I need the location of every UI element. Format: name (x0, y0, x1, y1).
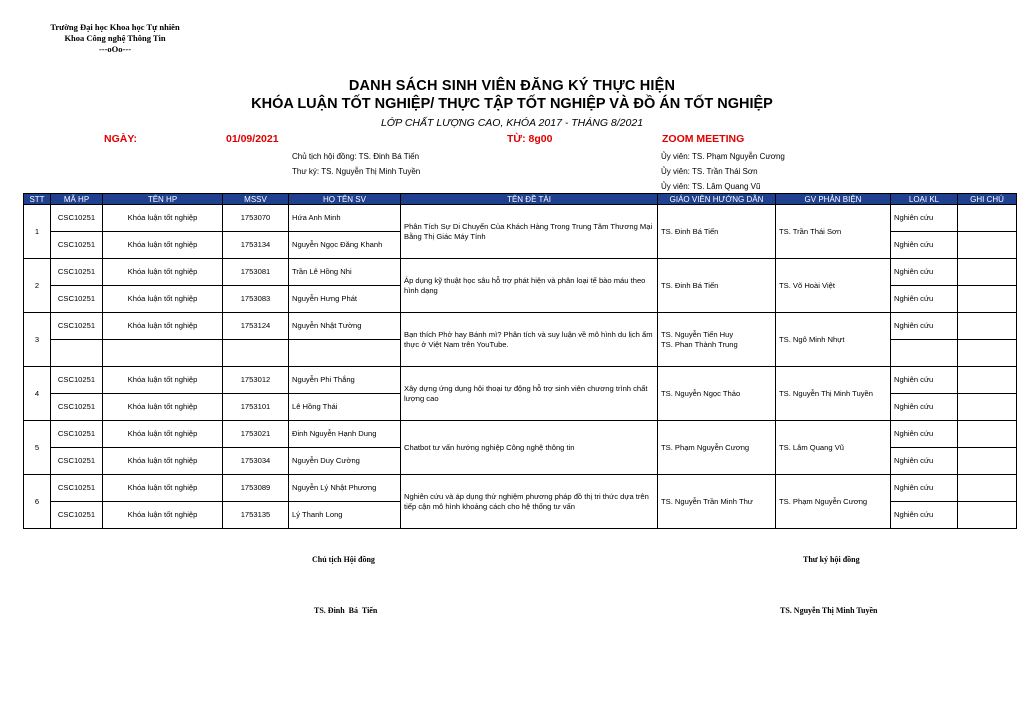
cell-stt: 5 (24, 421, 51, 475)
signature-chair-title: Chủ tịch Hội đồng (312, 555, 375, 564)
col-header-stt: STT (24, 194, 51, 205)
col-header-thesis-type: LOẠI KL (891, 194, 958, 205)
cell-advisor: TS. Đinh Bá Tiến (658, 259, 776, 313)
cell-stt: 2 (24, 259, 51, 313)
student-registration-table (23, 193, 1017, 529)
cell-thesis-type: Nghiên cứu (891, 394, 958, 421)
cell-course-name: Khóa luận tốt nghiệp (103, 259, 223, 286)
cell-course-code: CSC10251 (51, 421, 103, 448)
cell-course-name: Khóa luận tốt nghiệp (103, 394, 223, 421)
cell-course-code: CSC10251 (51, 394, 103, 421)
cell-student-id: 1753012 (223, 367, 289, 394)
cell-student-id: 1753081 (223, 259, 289, 286)
cell-thesis-type: Nghiên cứu (891, 205, 958, 232)
cell-student-id: 1753135 (223, 502, 289, 529)
faculty-name: Khoa Công nghệ Thông Tin (64, 33, 166, 43)
cell-reviewer: TS. Nguyễn Thị Minh Tuyền (776, 367, 891, 421)
table-row (24, 259, 1017, 286)
cell-topic: Chatbot tư vấn hướng nghiệp Công nghệ thông tin (401, 421, 658, 475)
date-value: 01/09/2021 (226, 133, 279, 145)
cell-note (958, 367, 1017, 394)
cell-student-name: Nguyễn Nhật Tường (289, 313, 401, 340)
cell-course-name: Khóa luận tốt nghiệp (103, 448, 223, 475)
cell-advisor: TS. Nguyễn Tiến Huy TS. Phan Thành Trung (658, 313, 776, 367)
cell-student-name: Lê Hồng Thái (289, 394, 401, 421)
cell-note (958, 286, 1017, 313)
document-subtitle: LỚP CHẤT LƯỢNG CAO, KHÓA 2017 - THÁNG 8/2021 (380, 117, 644, 129)
table-row (24, 313, 1017, 340)
cell-student-name: Nguyễn Hưng Phát (289, 286, 401, 313)
cell-student-name: Lý Thanh Long (289, 502, 401, 529)
signature-secretary-name: TS. Nguyễn Thị Minh Tuyền (780, 606, 878, 615)
header-separator: ---oOo--- (98, 44, 132, 54)
col-header-advisor: GIÁO VIÊN HƯỚNG DẪN (658, 194, 776, 205)
col-header-note: GHI CHÚ (958, 194, 1017, 205)
cell-student-id: 1753070 (223, 205, 289, 232)
signature-chair-name: TS. Đinh Bá Tiến (314, 606, 378, 615)
cell-student-name: Nguyễn Ngọc Đăng Khanh (289, 232, 401, 259)
cell-thesis-type: Nghiên cứu (891, 502, 958, 529)
cell-course-code: CSC10251 (51, 232, 103, 259)
document-title-line2: KHÓA LUẬN TỐT NGHIỆP/ THỰC TẬP TỐT NGHIỆP VÀ ĐỒ ÁN TỐT NGHIỆP (251, 96, 773, 112)
cell-student-id: 1753101 (223, 394, 289, 421)
cell-student-name: Nguyễn Duy Cường (289, 448, 401, 475)
cell-course-code: CSC10251 (51, 313, 103, 340)
cell-student-id: 1753034 (223, 448, 289, 475)
cell-thesis-type: Nghiên cứu (891, 259, 958, 286)
cell-note (958, 475, 1017, 502)
committee-member-3: Ủy viên: TS. Lâm Quang Vũ (661, 182, 761, 191)
table-row (24, 475, 1017, 502)
cell-topic: Xây dựng ứng dụng hội thoại tự động hỗ trợ sinh viên chương trình chất lượng cao (401, 367, 658, 421)
col-header-course-name: TÊN HP (103, 194, 223, 205)
cell-course-name: Khóa luận tốt nghiệp (103, 232, 223, 259)
cell-note (958, 421, 1017, 448)
cell-course-code: CSC10251 (51, 448, 103, 475)
cell-student-name: Nguyễn Phi Thắng (289, 367, 401, 394)
cell-stt: 3 (24, 313, 51, 367)
col-header-student-name: HỌ TÊN SV (289, 194, 401, 205)
cell-topic: Nghiên cứu và áp dụng thử nghiệm phương pháp đồ thị tri thức dựa trên tiếp cận mô hình khoảng cách cho hệ thống tư vấn (401, 475, 658, 529)
cell-student-id: 1753083 (223, 286, 289, 313)
cell-student-name: Đinh Nguyễn Hạnh Dung (289, 421, 401, 448)
cell-student-name: Trần Lê Hồng Nhi (289, 259, 401, 286)
cell-student-name: Nguyễn Lý Nhật Phương (289, 475, 401, 502)
cell-reviewer: TS. Phạm Nguyễn Cương (776, 475, 891, 529)
col-header-course-code: MÃ HP (51, 194, 103, 205)
cell-course-name: Khóa luận tốt nghiệp (103, 313, 223, 340)
signature-secretary-title: Thư ký hội đồng (803, 555, 860, 564)
cell-course-code: CSC10251 (51, 286, 103, 313)
cell-thesis-type: Nghiên cứu (891, 448, 958, 475)
cell-student-id: 1753021 (223, 421, 289, 448)
committee-secretary: Thư ký: TS. Nguyễn Thị Minh Tuyền (292, 167, 421, 176)
committee-chair: Chủ tịch hội đồng: TS. Đinh Bá Tiến (292, 152, 420, 161)
cell-student-id: 1753089 (223, 475, 289, 502)
university-name: Trường Đại học Khoa học Tự nhiên (50, 22, 180, 32)
cell-thesis-type: Nghiên cứu (891, 421, 958, 448)
table-row (24, 205, 1017, 232)
cell-note (958, 340, 1017, 367)
table-row (24, 367, 1017, 394)
col-header-topic: TÊN ĐỀ TÀI (401, 194, 658, 205)
cell-course-name: Khóa luận tốt nghiệp (103, 367, 223, 394)
cell-student-id: 1753134 (223, 232, 289, 259)
cell-note (958, 313, 1017, 340)
cell-course-name: Khóa luận tốt nghiệp (103, 502, 223, 529)
cell-thesis-type: Nghiên cứu (891, 286, 958, 313)
cell-topic: Áp dụng kỹ thuật học sâu hỗ trợ phát hiện và phân loại tế bào máu theo hình dạng (401, 259, 658, 313)
col-header-student-id: MSSV (223, 194, 289, 205)
date-label: NGÀY: (104, 133, 138, 145)
table-body (24, 205, 1017, 529)
committee-member-1: Ủy viên: TS. Phạm Nguyễn Cương (661, 152, 785, 161)
venue-label: ZOOM MEETING (662, 133, 745, 145)
cell-reviewer: TS. Võ Hoài Việt (776, 259, 891, 313)
cell-topic: Bạn thích Phở hay Bánh mì? Phân tích và suy luận về mô hình du lịch ẩm thực ở Việt Nam trên YouTube. (401, 313, 658, 367)
cell-thesis-type (891, 340, 958, 367)
cell-stt: 6 (24, 475, 51, 529)
cell-reviewer: TS. Ngô Minh Nhựt (776, 313, 891, 367)
cell-thesis-type: Nghiên cứu (891, 367, 958, 394)
cell-stt: 4 (24, 367, 51, 421)
cell-student-id: 1753124 (223, 313, 289, 340)
cell-topic: Phân Tích Sự Di Chuyển Của Khách Hàng Trong Trung Tâm Thương Mại Bằng Thị Giác Máy Tính (401, 205, 658, 259)
table-header-row (24, 194, 1017, 205)
cell-advisor: TS. Đinh Bá Tiến (658, 205, 776, 259)
cell-advisor: TS. Nguyễn Trần Minh Thư (658, 475, 776, 529)
cell-reviewer: TS. Lâm Quang Vũ (776, 421, 891, 475)
cell-thesis-type: Nghiên cứu (891, 232, 958, 259)
cell-student-name (289, 340, 401, 367)
cell-note (958, 259, 1017, 286)
cell-course-code: CSC10251 (51, 367, 103, 394)
cell-note (958, 448, 1017, 475)
cell-course-code: CSC10251 (51, 475, 103, 502)
cell-reviewer: TS. Trần Thái Sơn (776, 205, 891, 259)
committee-member-2: Ủy viên: TS. Trần Thái Sơn (661, 167, 758, 176)
institution-header (30, 22, 200, 55)
cell-student-id (223, 340, 289, 367)
cell-thesis-type: Nghiên cứu (891, 475, 958, 502)
table-row (24, 421, 1017, 448)
cell-course-code: CSC10251 (51, 502, 103, 529)
cell-course-code: CSC10251 (51, 259, 103, 286)
cell-course-name: Khóa luận tốt nghiệp (103, 205, 223, 232)
cell-note (958, 394, 1017, 421)
cell-stt: 1 (24, 205, 51, 259)
cell-note (958, 205, 1017, 232)
cell-course-name: Khóa luận tốt nghiệp (103, 475, 223, 502)
cell-course-code (51, 340, 103, 367)
cell-course-name: Khóa luận tốt nghiệp (103, 421, 223, 448)
cell-thesis-type: Nghiên cứu (891, 313, 958, 340)
cell-advisor: TS. Phạm Nguyễn Cương (658, 421, 776, 475)
cell-course-name (103, 340, 223, 367)
cell-note (958, 232, 1017, 259)
cell-student-name: Hứa Anh Minh (289, 205, 401, 232)
document-title-line1: DANH SÁCH SINH VIÊN ĐĂNG KÝ THỰC HIỆN (348, 78, 676, 94)
time-label: TỪ: 8g00 (507, 133, 553, 145)
cell-advisor: TS. Nguyễn Ngọc Thảo (658, 367, 776, 421)
cell-course-name: Khóa luận tốt nghiệp (103, 286, 223, 313)
col-header-reviewer: GV PHẢN BIỆN (776, 194, 891, 205)
cell-course-code: CSC10251 (51, 205, 103, 232)
cell-note (958, 502, 1017, 529)
